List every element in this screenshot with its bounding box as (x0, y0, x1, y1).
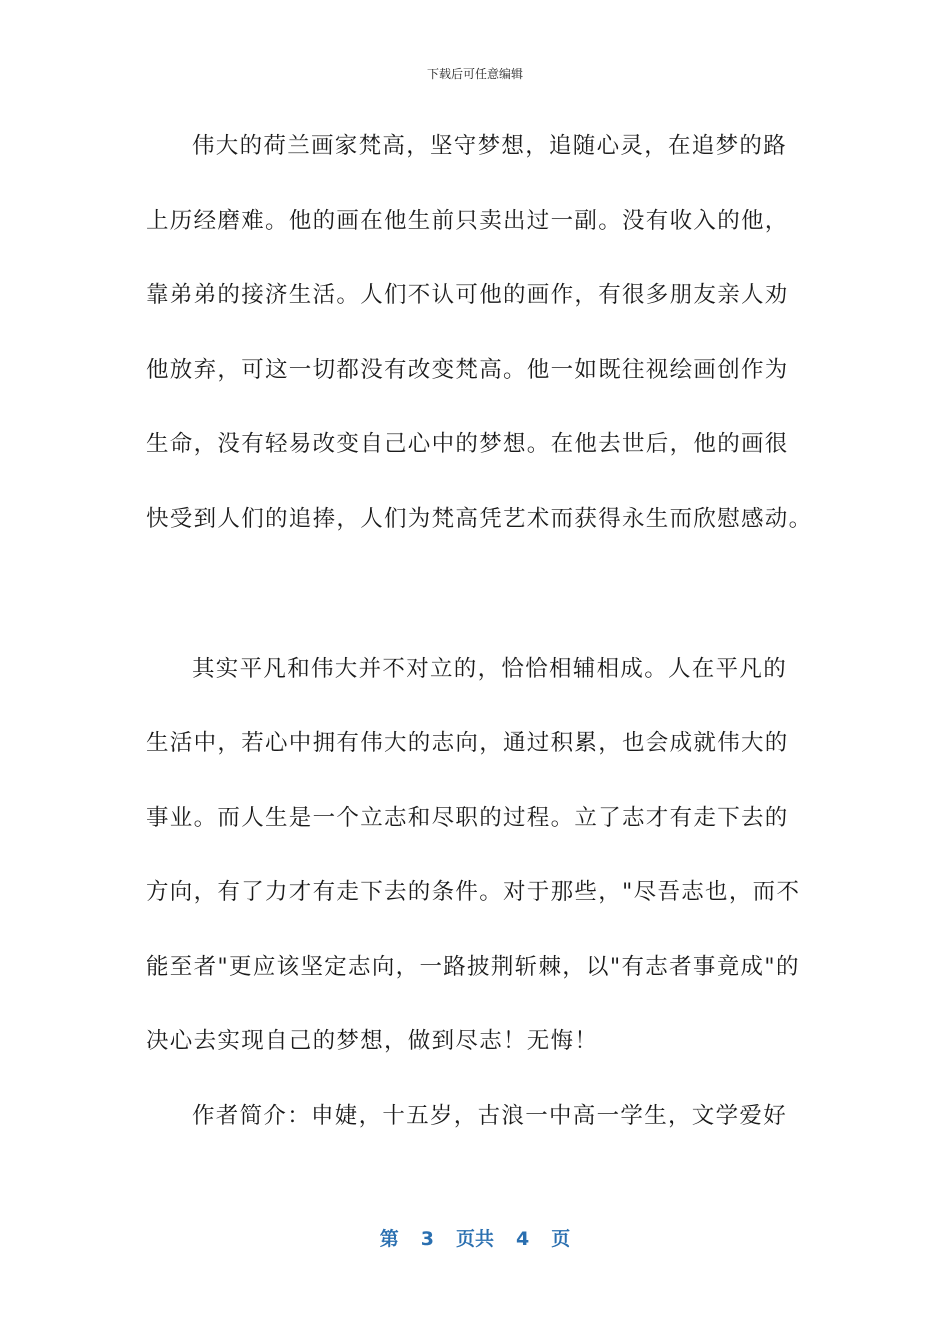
footer-total-pages: 4 (516, 1228, 530, 1250)
body-line: 生活中，若心中拥有伟大的志向，通过积累，也会成就伟大的 (146, 730, 789, 756)
footer-prefix: 第 (379, 1228, 399, 1250)
author-intro: 作者简介：申婕，十五岁，古浪一中高一学生，文学爱好 (192, 1103, 788, 1129)
footer-suffix: 页 (551, 1228, 571, 1250)
body-line: 事业。而人生是一个立志和尽职的过程。立了志才有走下去的 (146, 805, 789, 831)
body-line: 上历经磨难。他的画在他生前只卖出过一副。没有收入的他， (146, 208, 789, 234)
body-line: 决心去实现自己的梦想，做到尽志！无悔！ (146, 1028, 599, 1054)
body-line: 能至者"更应该坚定志向，一路披荆斩棘，以"有志者事竟成"的 (146, 954, 800, 980)
body-line: 方向，有了力才有走下去的条件。对于那些，"尽吾志也，而不 (146, 879, 801, 905)
body-line: 他放弃，可这一切都没有改变梵高。他一如既往视绘画创作为 (146, 357, 789, 383)
body-line: 伟大的荷兰画家梵高，坚守梦想，追随心灵，在追梦的路 (192, 133, 788, 159)
body-line: 生命，没有轻易改变自己心中的梦想。在他去世后，他的画很 (146, 431, 789, 457)
page-header-note: 下载后可任意编辑 (426, 67, 523, 81)
body-line: 靠弟弟的接济生活。人们不认可他的画作，有很多朋友亲人劝 (146, 282, 789, 308)
footer-current-page: 3 (420, 1228, 434, 1250)
body-line: 快受到人们的追捧，人们为梵高凭艺术而获得永生而欣慰感动。 (146, 506, 813, 532)
page-footer (0, 1226, 950, 1252)
body-line: 其实平凡和伟大并不对立的，恰恰相辅相成。人在平凡的 (192, 656, 788, 682)
footer-middle: 页共 (455, 1228, 494, 1250)
